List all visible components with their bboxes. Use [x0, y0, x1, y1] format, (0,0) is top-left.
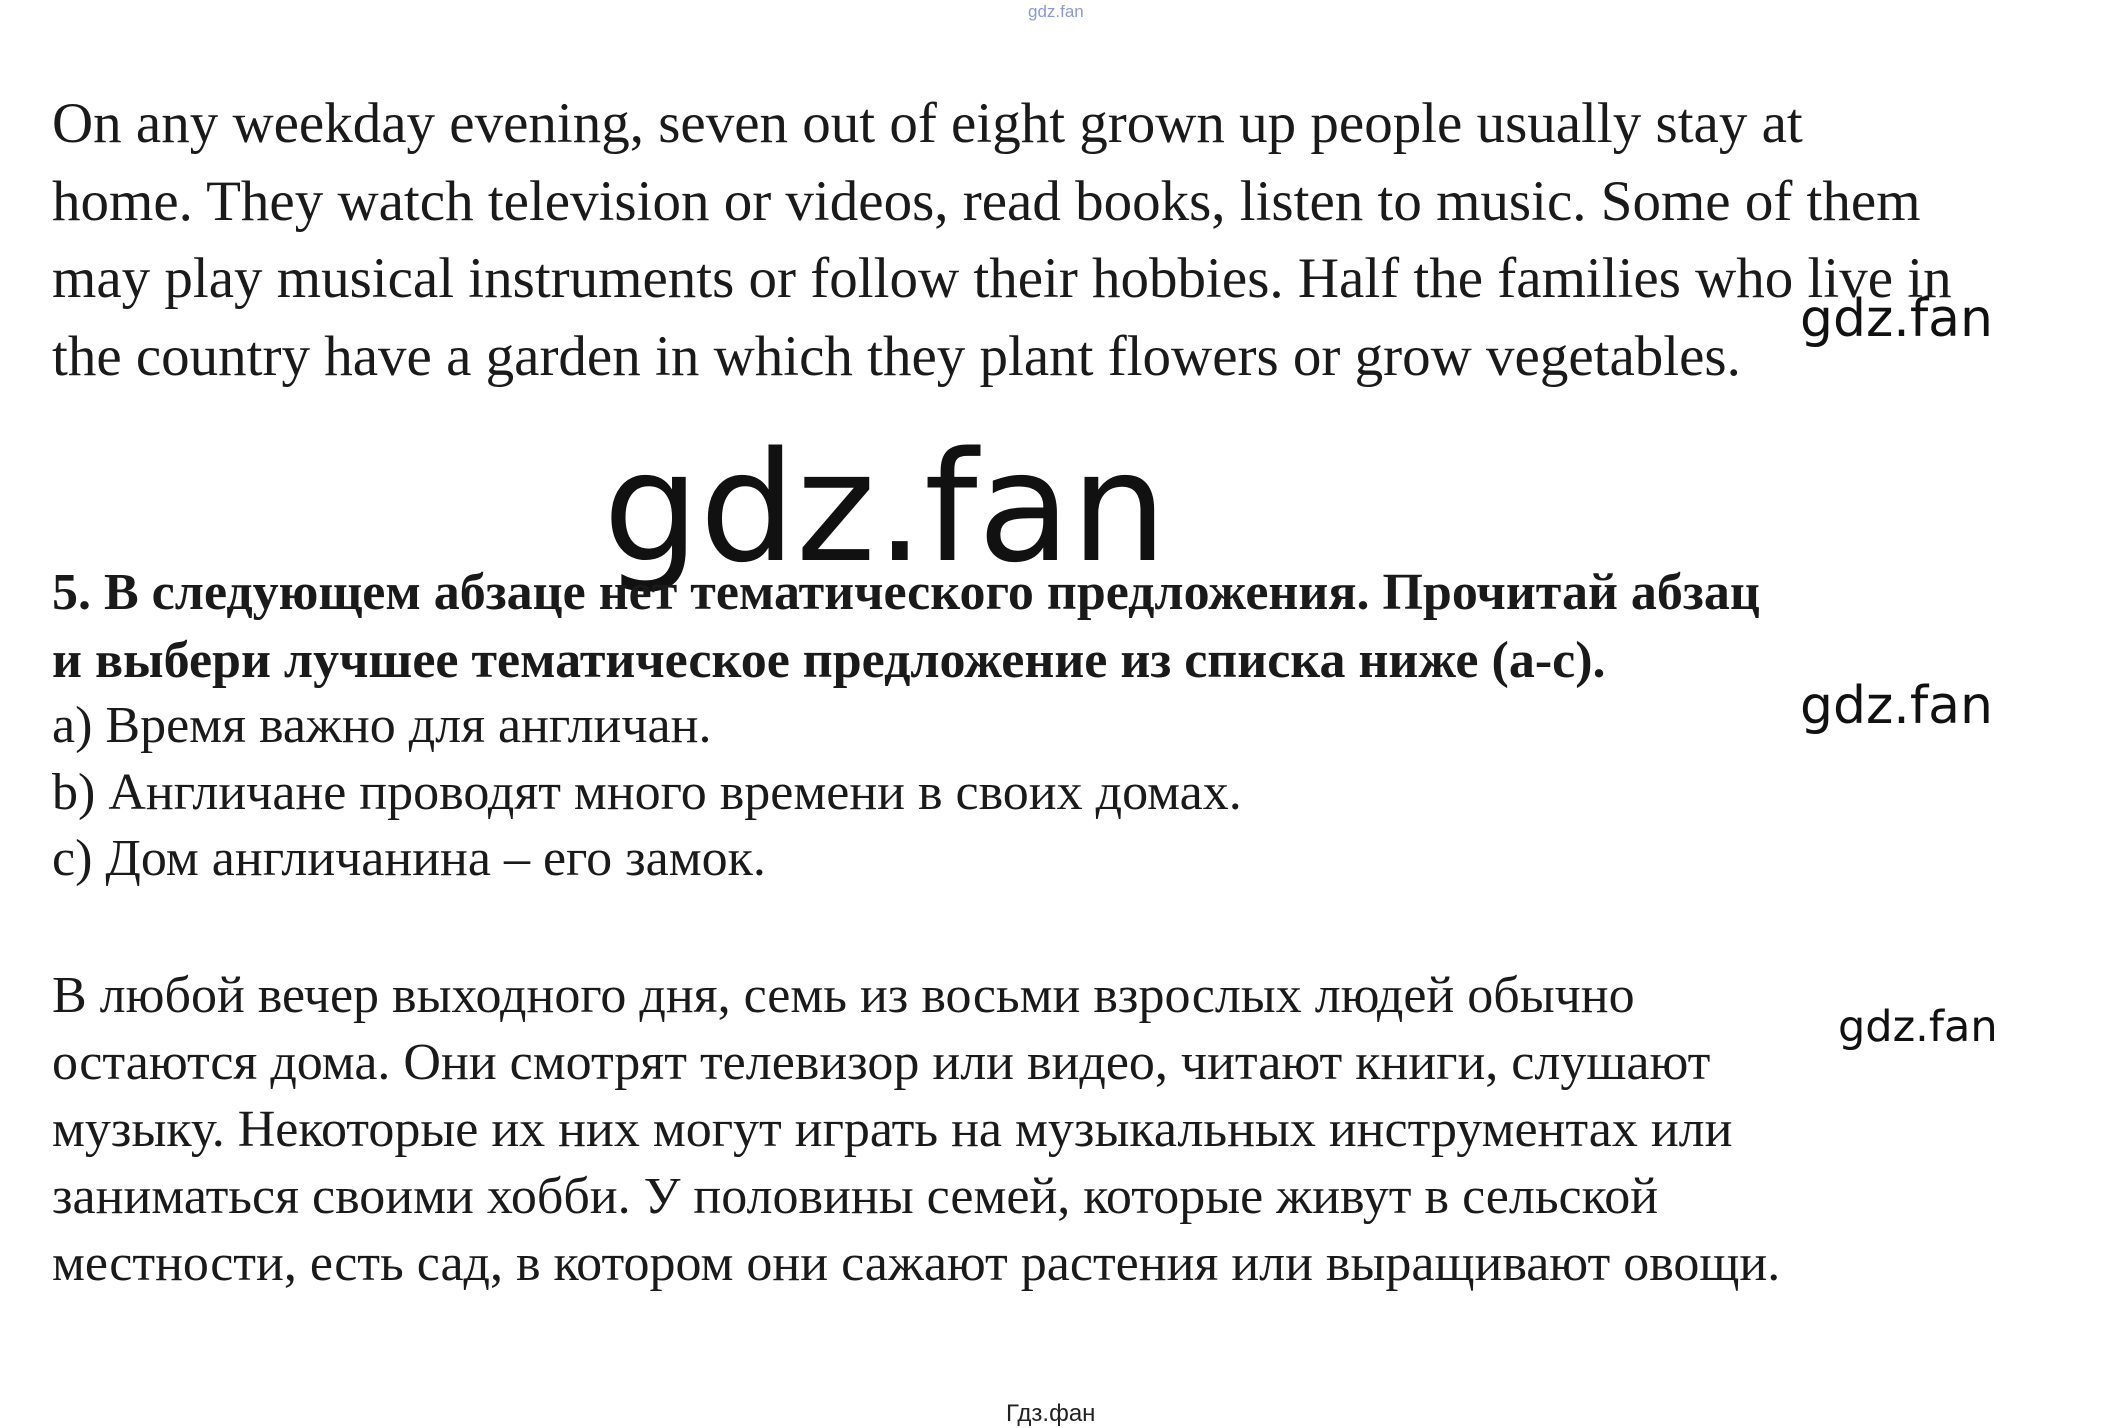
russian-line: В любой вечер выходного дня, семь из восьми взрослых людей обычно	[52, 967, 1635, 1024]
english-paragraph	[52, 85, 2092, 395]
task-heading	[52, 559, 2092, 695]
english-line: On any weekday evening, seven out of eight grown up people usually stay at	[52, 92, 1803, 155]
russian-line: заниматься своими хобби. У половины семей, которые живут в сельской	[52, 1168, 1659, 1225]
watermark-big: gdz.fan	[603, 419, 1168, 596]
russian-line: остаются дома. Они смотрят телевизор или видео, читают книги, слушают	[52, 1034, 1711, 1091]
option-c: c) Дом англичанина – его замок.	[52, 830, 766, 887]
footer-watermark: Гдз.фан	[1006, 1400, 1096, 1427]
watermark-side: gdz.fan	[1838, 1002, 1998, 1052]
watermark-side: gdz.fan	[1800, 289, 1993, 349]
option-b: b) Англичане проводят много времени в своих домах.	[52, 763, 1242, 821]
english-line: the country have a garden in which they plant flowers or grow vegetables.	[52, 324, 1741, 388]
russian-paragraph	[52, 962, 2092, 1297]
watermark-side: gdz.fan	[1800, 676, 1993, 736]
option-a: a) Время важно для англичан.	[52, 697, 712, 754]
english-line: may play musical instruments or follow their hobbies. Half the families who live in	[52, 247, 1952, 310]
options-list	[52, 693, 1242, 893]
english-line: home. They watch television or videos, read books, listen to music. Some of them	[52, 169, 1921, 233]
russian-line: музыку. Некоторые их них могут играть на музыкальных инструментах или	[52, 1101, 1733, 1158]
task-line: 5. В следующем абзаце нет тематического предложения. Прочитай абзац	[52, 564, 1760, 621]
watermark-top: gdz.fan	[1028, 2, 1084, 21]
task-line: и выбери лучшее тематическое предложение из списка ниже (a-c).	[52, 632, 1606, 689]
russian-line: местности, есть сад, в котором они сажают растения или выращивают овощи.	[52, 1235, 1781, 1292]
